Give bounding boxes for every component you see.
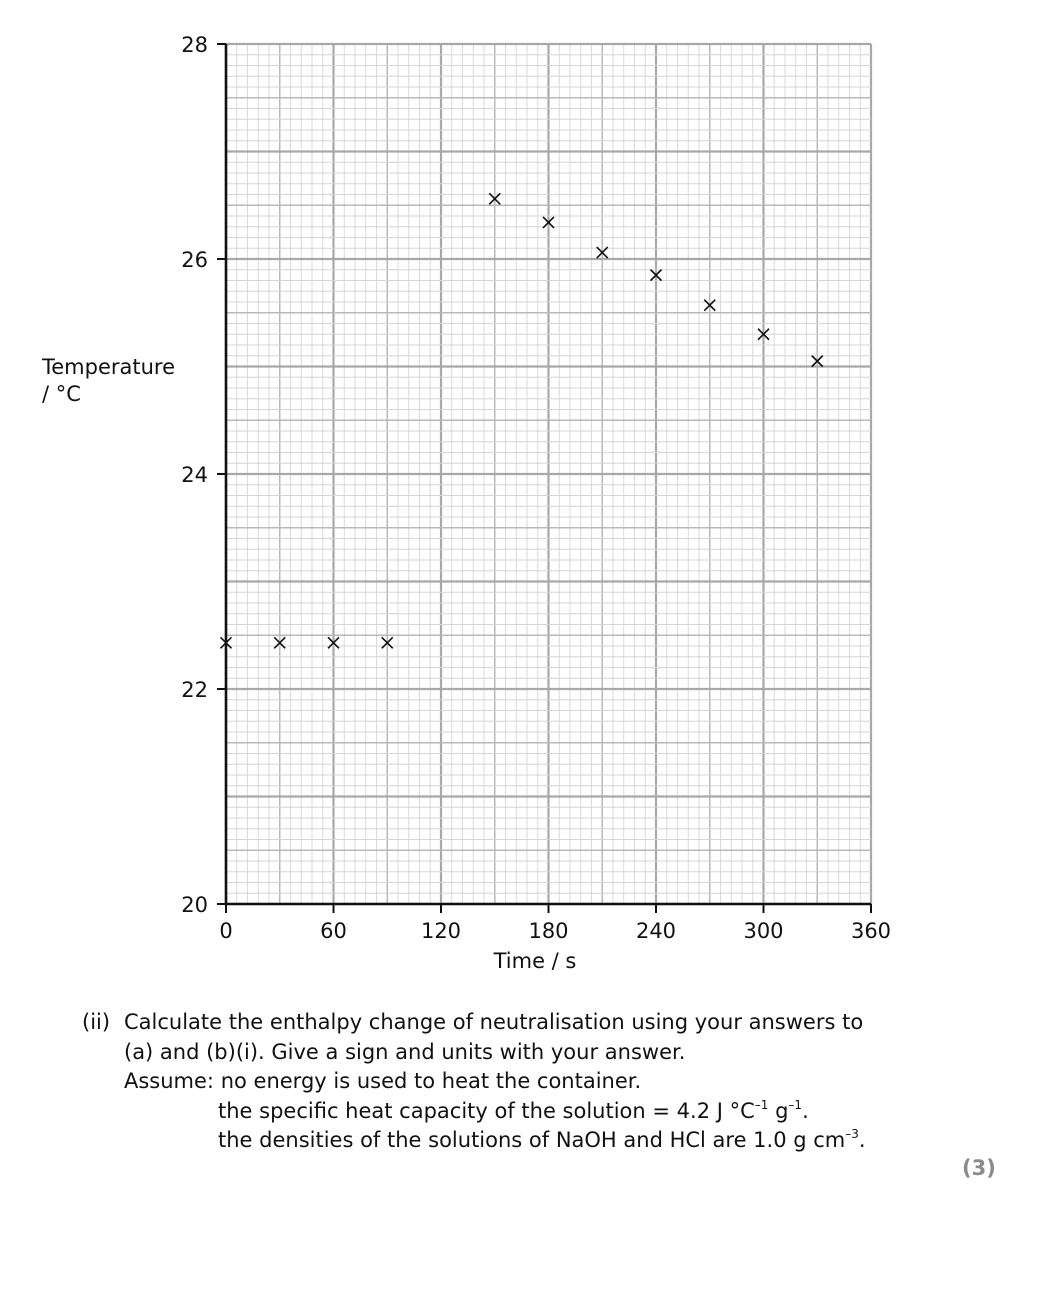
assumption-2: [82, 1097, 866, 1127]
question-number: (ii): [82, 1010, 111, 1034]
assumption-2-unit-g: g: [768, 1098, 789, 1123]
assumption-3-sup: –3: [845, 1127, 859, 1141]
y-tick-label: 28: [181, 33, 208, 57]
y-tick-label: 26: [181, 248, 208, 272]
x-tick-label: 240: [635, 919, 677, 943]
assumption-2-text: the specific heat capacity of the solution = 4.2 J °C: [218, 1098, 755, 1123]
x-tick-label: 300: [743, 919, 784, 943]
question-line-1: Calculate the enthalpy change of neutralisation using your answers to: [124, 1010, 864, 1034]
x-tick-label: 120: [420, 919, 462, 943]
assume-label: Assume:: [124, 1069, 215, 1093]
y-tick-label: 20: [181, 893, 208, 917]
x-tick-label: 180: [528, 919, 569, 943]
assumption-1: no energy is used to heat the container.: [220, 1069, 642, 1093]
y-tick-label: 22: [181, 678, 208, 702]
assumption-3: [82, 1126, 866, 1156]
question-line-2: (a) and (b)(i). Give a sign and units with your answer.: [124, 1039, 686, 1064]
graph-paper-grid: [226, 44, 871, 904]
x-tick-label: 0: [219, 919, 233, 943]
x-tick-label: 60: [320, 919, 347, 943]
assumption-2-sup-2: –1: [788, 1097, 803, 1112]
assumption-3-end: .: [858, 1128, 866, 1152]
y-axis-label-line-1: Temperature: [42, 355, 176, 379]
y-axis-label-line-2: / °C: [42, 382, 81, 406]
y-tick-label: 24: [181, 463, 208, 487]
question-ii: [82, 1008, 866, 1156]
assumption-2-sup-1: –1: [754, 1097, 769, 1112]
x-tick-label: 360: [850, 919, 892, 943]
marks-available: (3): [962, 1156, 996, 1180]
assumption-2-end: .: [802, 1098, 809, 1123]
x-axis-label: Time / s: [493, 949, 577, 973]
assumption-3-text: the densities of the solutions of NaOH and HCl are 1.0 g cm: [218, 1128, 846, 1152]
